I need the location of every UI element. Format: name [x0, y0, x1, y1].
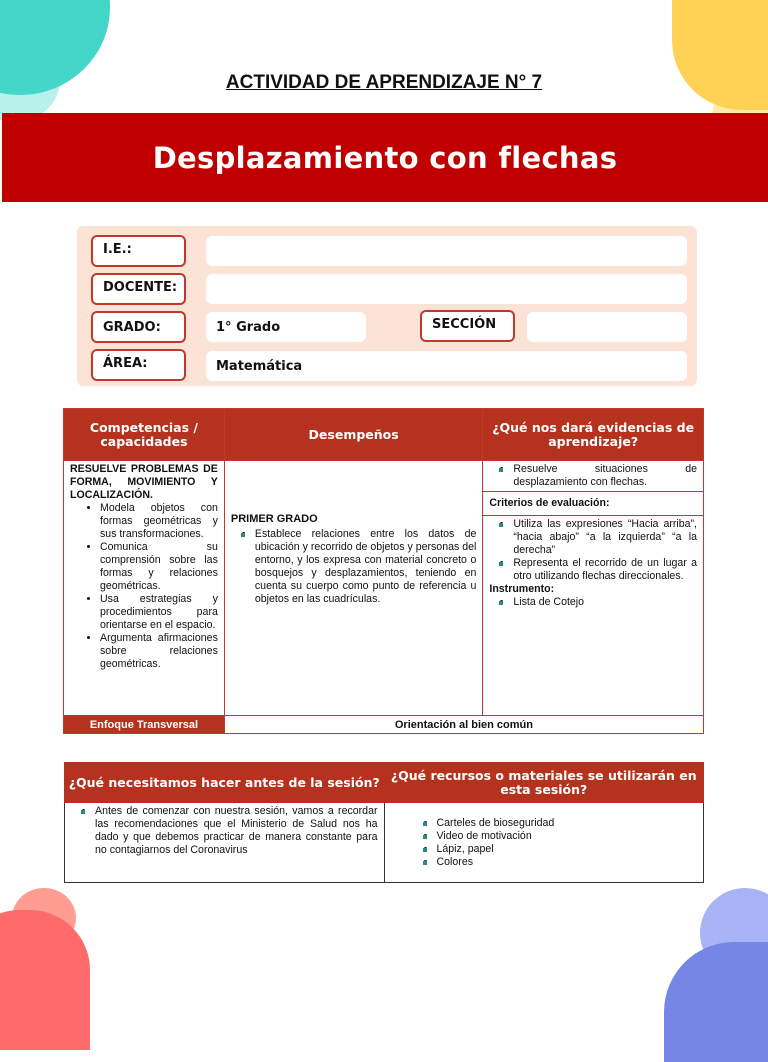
instrumento-item: • Lista de Cotejo	[513, 596, 697, 609]
criterios-heading: Criterios de evaluación:	[483, 492, 704, 516]
recurso-item: • Colores	[437, 856, 698, 869]
competencias-cell	[64, 461, 225, 716]
recursos-list	[415, 817, 698, 869]
header-evidencias: ¿Qué nos dará evidencias de aprendizaje?	[483, 409, 704, 461]
criterio-item: • Utiliza las expresiones “Hacia arriba”, “hacia abajo” “a la izquierda” “a la derecha”	[513, 518, 697, 557]
recurso-item: • Lápiz, papel	[437, 843, 698, 856]
decor-coral-blob	[0, 910, 90, 1050]
recurso-item: • Carteles de bioseguridad	[437, 817, 698, 830]
antes-list	[71, 805, 378, 857]
evidencia-cell	[483, 461, 704, 492]
session-title-banner	[2, 113, 768, 202]
session-title: Desplazamiento con flechas	[152, 140, 618, 175]
instrumento-heading: Instrumento:	[489, 583, 555, 595]
header-recursos: ¿Qué recursos o materiales se utilizarán en esta sesión?	[384, 763, 704, 803]
evidencia-item: • Resuelve situaciones de desplazamiento con flechas.	[513, 463, 697, 489]
header-competencias: Competencias / capacidades	[64, 409, 225, 461]
plan-table	[63, 408, 704, 734]
capacidades-list	[70, 502, 218, 671]
capacidad-item: • Usa estrategias y procedimientos para orientarse en el espacio.	[100, 593, 218, 632]
desempeno-item: • Establece relaciones entre los datos de ubicación y recorrido de objetos y personas del entorno, y los expresa con material concreto o bosquejos y desplazamientos, teniendo en cuenta su cuerpo como punto de referencia u objetos en las cuadrículas.	[255, 528, 477, 606]
criterios-list	[489, 518, 697, 583]
prep-table	[64, 762, 704, 883]
grado-label: GRADO:	[91, 311, 186, 343]
plan-table-header-row	[64, 409, 704, 461]
desempenos-list	[231, 528, 477, 606]
area-label: ÁREA:	[91, 349, 186, 381]
header-antes: ¿Qué necesitamos hacer antes de la sesión?	[65, 763, 385, 803]
antes-cell	[65, 803, 385, 883]
info-panel	[77, 226, 697, 386]
decor-blue-blob	[664, 942, 768, 1062]
seccion-label: SECCIÓN	[420, 310, 515, 342]
header-desempenos: Desempeños	[224, 409, 483, 461]
grado-field[interactable]: 1° Grado	[206, 312, 366, 342]
docente-field[interactable]	[206, 274, 687, 304]
criterios-cell	[483, 516, 704, 716]
ie-field[interactable]	[206, 236, 687, 266]
capacidad-item: • Modela objetos con formas geométricas y sus transformaciones.	[100, 502, 218, 541]
criterio-item: • Representa el recorrido de un lugar a otro utilizando flechas direccionales.	[513, 557, 697, 583]
capacidad-item: • Argumenta afirmaciones sobre relaciones geométricas.	[100, 632, 218, 671]
docente-label: DOCENTE:	[91, 273, 186, 305]
antes-item: • Antes de comenzar con nuestra sesión, vamos a recordar las recomendaciones que el Ministerio de Salud nos ha dado y que debemos practicar de manera constante para no contagiarnos del Coronavirus	[95, 805, 378, 857]
recurso-item: • Video de motivación	[437, 830, 698, 843]
desempenos-cell	[224, 461, 483, 716]
competencia-title: RESUELVE PROBLEMAS DE FORMA, MOVIMIENTO Y LOCALIZACIÓN.	[70, 463, 218, 501]
capacidad-item: • Comunica su comprensión sobre las formas y relaciones geométricas.	[100, 541, 218, 593]
seccion-field[interactable]	[527, 312, 687, 342]
evidencia-list	[489, 463, 697, 489]
ie-label: I.E.:	[91, 235, 186, 267]
enfoque-value: Orientación al bien común	[224, 716, 703, 734]
grado-heading: PRIMER GRADO	[230, 512, 318, 525]
instrumento-list	[489, 596, 697, 609]
enfoque-label: Enfoque Transversal	[64, 716, 225, 734]
area-field[interactable]: Matemática	[206, 351, 687, 381]
recursos-cell	[384, 803, 704, 883]
activity-title: ACTIVIDAD DE APRENDIZAJE N° 7	[225, 72, 543, 93]
